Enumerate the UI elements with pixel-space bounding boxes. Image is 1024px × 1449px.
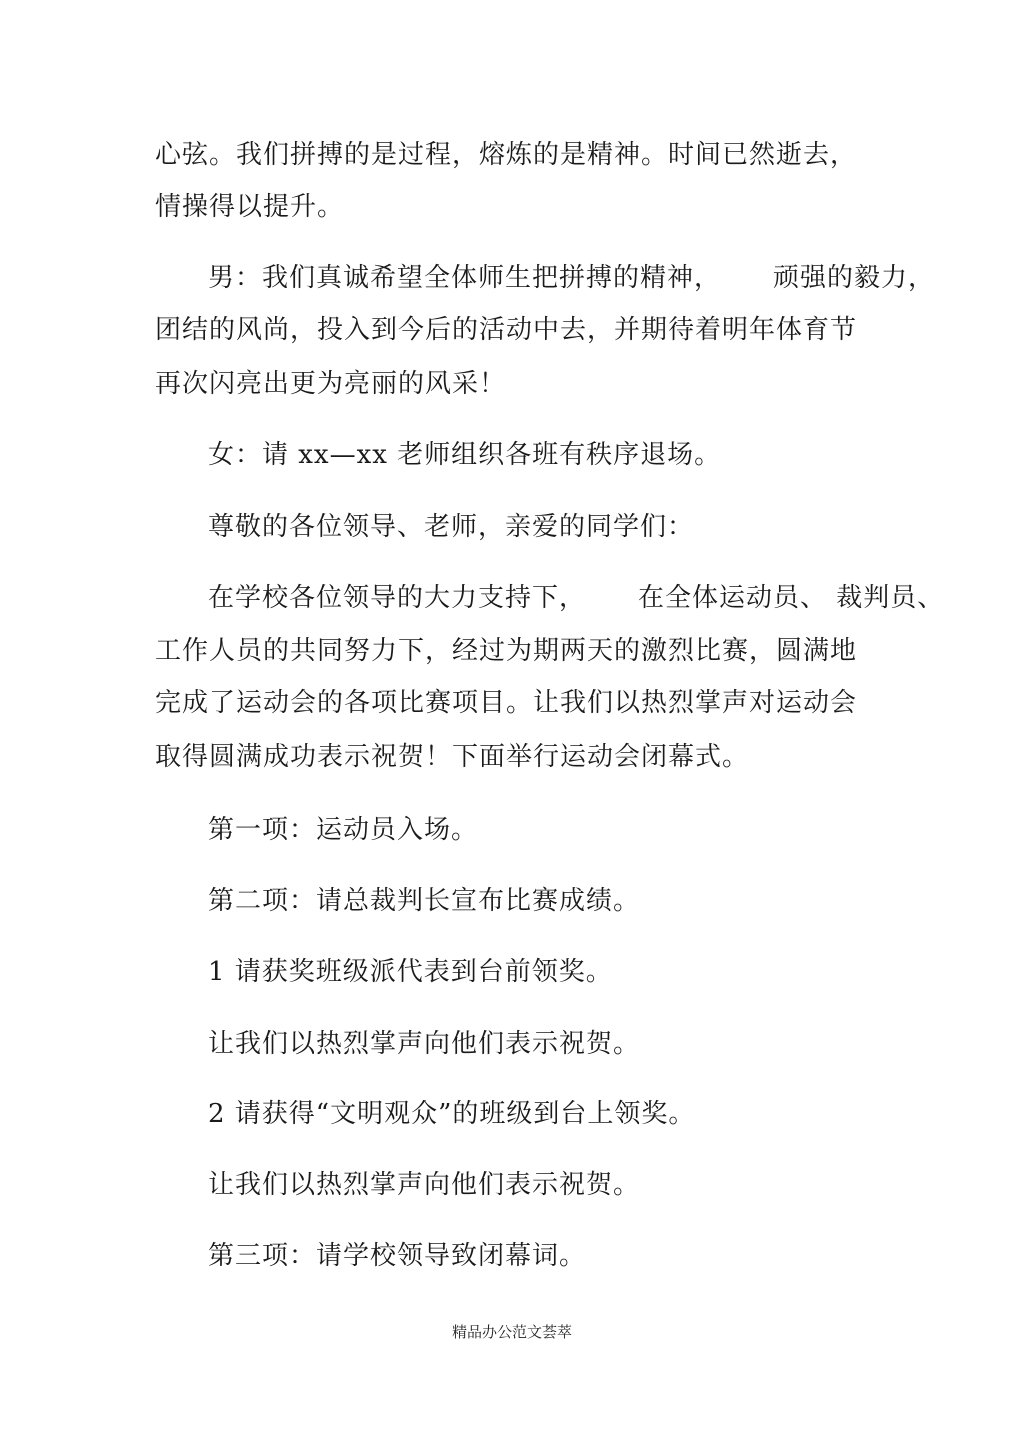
text-line: 再次闪亮出更为亮丽的风采！ [155, 369, 507, 399]
text-line: 团结的风尚，投入到今后的活动中去，并期待着明年体育节 [155, 315, 858, 345]
text-line: 2 请获得“文明观众”的班级到台上领奖。 [208, 1099, 696, 1129]
text-line: 心弦。我们拼搏的是过程，熔炼的是精神。时间已然逝去， [155, 140, 858, 170]
text-line: 完成了运动会的各项比赛项目。让我们以热烈掌声对运动会 [155, 688, 858, 718]
text-segment: 男：我们真诚希望全体师生把拼搏的精神， [208, 263, 722, 293]
text-segment: 顽强的毅力， [773, 263, 936, 293]
text-line [208, 583, 944, 613]
text-line: 女：请 xx—xx 老师组织各班有秩序退场。 [208, 440, 722, 470]
text-line: 第三项：请学校领导致闭幕词。 [208, 1241, 587, 1271]
text-line: 取得圆满成功表示祝贺！下面举行运动会闭幕式。 [155, 742, 750, 772]
text-line: 情操得以提升。 [155, 192, 345, 222]
text-line: 让我们以热烈掌声向他们表示祝贺。 [208, 1029, 641, 1059]
text-line [208, 263, 935, 293]
text-line: 第一项：运动员入场。 [208, 815, 479, 845]
text-segment: 在全体运动员、 裁判员、 [638, 583, 945, 613]
text-line: 尊敬的各位领导、老师，亲爱的同学们： [208, 512, 695, 542]
text-line: 工作人员的共同努力下，经过为期两天的激烈比赛，圆满地 [155, 636, 858, 666]
page-footer: 精品办公范文荟萃 [451, 1323, 572, 1341]
text-line: 1 请获奖班级派代表到台前领奖。 [208, 957, 613, 987]
text-segment: 在学校各位领导的大力支持下， [208, 583, 587, 613]
text-line: 第二项：请总裁判长宣布比赛成绩。 [208, 886, 641, 916]
text-line: 让我们以热烈掌声向他们表示祝贺。 [208, 1170, 641, 1200]
